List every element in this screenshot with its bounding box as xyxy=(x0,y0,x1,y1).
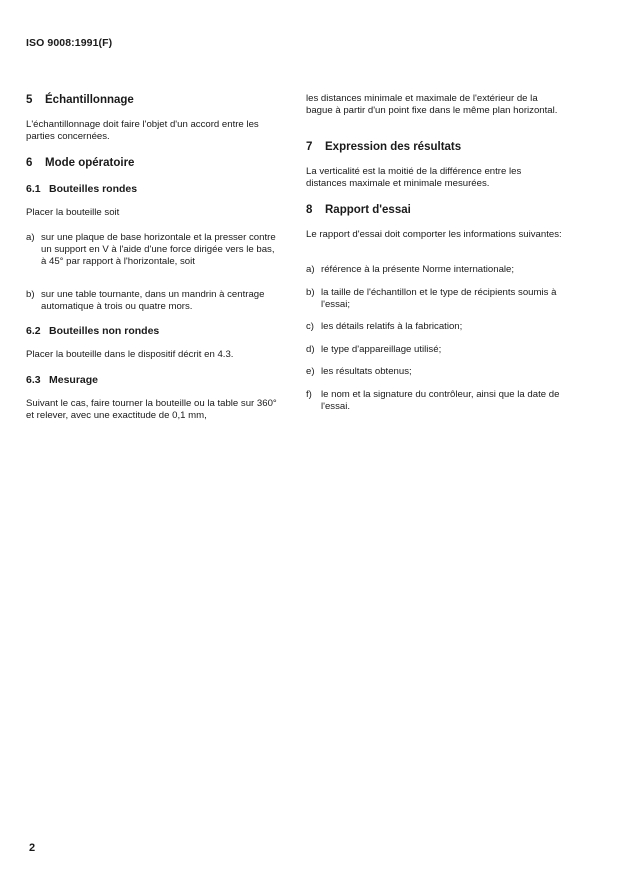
section-8-intro: Le rapport d'essai doit comporter les informations suivantes: xyxy=(306,229,562,240)
list-item-f xyxy=(306,389,560,413)
list-item-a xyxy=(26,232,278,267)
section-number: 6 xyxy=(26,157,33,169)
section-title: Mode opératoire xyxy=(45,157,135,169)
document-header: ISO 9008:1991(F) xyxy=(26,37,113,49)
list-marker: f) xyxy=(306,389,312,400)
section-6-3-text: Suivant le cas, faire tourner la bouteille ou la table sur 360° et relever, avec une exactitude de 0,1 mm, xyxy=(26,398,277,421)
section-title: Rapport d'essai xyxy=(325,204,411,216)
list-marker: e) xyxy=(306,366,315,377)
list-item-d xyxy=(306,344,560,356)
section-6-2-heading xyxy=(26,325,159,337)
list-marker: a) xyxy=(26,232,35,243)
section-6-3-heading xyxy=(26,374,98,386)
section-5-text: L'échantillonnage doit faire l'objet d'un accord entre les parties concernées. xyxy=(26,119,259,142)
section-title: Bouteilles rondes xyxy=(49,183,138,195)
list-text: les détails relatifs à la fabrication; xyxy=(321,321,463,332)
section-number: 7 xyxy=(306,141,313,153)
list-text: le nom et la signature du contrôleur, ainsi que la date de l'essai. xyxy=(321,389,560,412)
section-5-heading xyxy=(26,94,134,106)
list-text: sur une table tournante, dans un mandrin à centrage automatique à trois ou quatre mors. xyxy=(41,289,265,312)
section-number: 5 xyxy=(26,94,33,106)
section-7-heading xyxy=(306,141,461,153)
list-text: la taille de l'échantillon et le type de récipients soumis à l'essai; xyxy=(321,287,557,310)
section-title: Mesurage xyxy=(49,374,99,386)
section-title: Échantillonnage xyxy=(45,94,134,106)
section-6-1-intro: Placer la bouteille soit xyxy=(26,207,120,218)
section-6-2-text: Placer la bouteille dans le dispositif décrit en 4.3. xyxy=(26,349,234,360)
section-number: 6.1 xyxy=(26,183,41,195)
list-text: sur une plaque de base horizontale et la presser contre un support en V à l'aide d'une force dirigée vers le bas, à 45° par rapport à l'horizontale, soit xyxy=(41,232,276,267)
list-item-b xyxy=(26,289,278,313)
section-title: Expression des résultats xyxy=(325,141,462,153)
section-number: 6.2 xyxy=(26,325,41,337)
section-number: 6.3 xyxy=(26,374,41,386)
continuation-text: les distances minimale et maximale de l'extérieur de la bague à partir d'un point fixe dans le même plan horizontal. xyxy=(306,93,558,116)
list-marker: d) xyxy=(306,344,315,355)
list-item-e xyxy=(306,366,560,378)
list-text: les résultats obtenus; xyxy=(321,366,412,377)
list-text: référence à la présente Norme internationale; xyxy=(321,264,515,275)
list-text: le type d'appareillage utilisé; xyxy=(321,344,442,355)
page-number: 2 xyxy=(29,842,36,854)
section-6-heading xyxy=(26,157,134,169)
list-marker: b) xyxy=(306,287,315,298)
list-marker: c) xyxy=(306,321,314,332)
section-number: 8 xyxy=(306,204,313,216)
section-8-heading xyxy=(306,204,411,216)
list-marker: a) xyxy=(306,264,315,275)
list-marker: b) xyxy=(26,289,35,300)
list-item-a xyxy=(306,264,560,276)
list-item-b xyxy=(306,287,560,311)
section-6-1-heading xyxy=(26,183,137,195)
section-title: Bouteilles non rondes xyxy=(49,325,160,337)
section-7-text: La verticalité est la moitié de la différence entre les distances maximale et minimale mesurées. xyxy=(306,166,522,189)
list-item-c xyxy=(306,321,560,333)
